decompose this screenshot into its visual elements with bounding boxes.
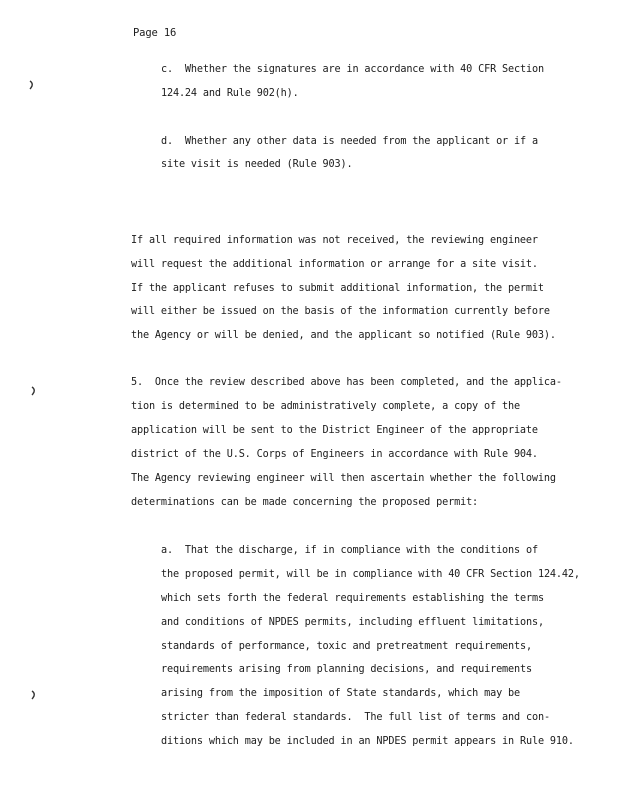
item-c-line-2: 124.24 and Rule 902(h).: [161, 88, 299, 99]
binder-hole-mark-top: [29, 80, 34, 90]
item-a-line-8: stricter than federal standards. The full list of terms and con-: [161, 712, 550, 723]
paragraph-line-1: If all required information was not received, the reviewing engineer: [131, 235, 538, 246]
binder-hole-mark-middle: [31, 386, 36, 396]
item-5-line-1: 5. Once the review described above has been completed, and the applica-: [131, 377, 562, 388]
paragraph-line-2: will request the additional information or arrange for a site visit.: [131, 259, 538, 270]
item-c-line-1: c. Whether the signatures are in accordance with 40 CFR Section: [161, 64, 544, 75]
paragraph-line-4: will either be issued on the basis of the information currently before: [131, 306, 550, 317]
item-5-line-6: determinations can be made concerning the proposed permit:: [131, 497, 479, 508]
item-a-line-7: arising from the imposition of State standards, which may be: [161, 688, 521, 699]
item-a-line-3: which sets forth the federal requirements establishing the terms: [161, 593, 544, 604]
item-5-line-4: district of the U.S. Corps of Engineers in accordance with Rule 904.: [131, 449, 538, 460]
item-d-line-2: site visit is needed (Rule 903).: [161, 159, 353, 170]
item-a-line-5: standards of performance, toxic and pretreatment requirements,: [161, 641, 532, 652]
paragraph-line-3: If the applicant refuses to submit additional information, the permit: [131, 283, 544, 294]
item-5-line-2: tion is determined to be administratively complete, a copy of the: [131, 401, 520, 412]
binder-hole-mark-bottom: [31, 690, 36, 700]
item-a-line-1: a. That the discharge, if in compliance with the conditions of: [161, 545, 538, 556]
item-d-line-1: d. Whether any other data is needed from the applicant or if a: [161, 136, 538, 147]
paragraph-line-5: the Agency or will be denied, and the applicant so notified (Rule 903).: [131, 330, 556, 341]
item-5-line-5: The Agency reviewing engineer will then ascertain whether the following: [131, 473, 556, 484]
item-a-line-2: the proposed permit, will be in compliance with 40 CFR Section 124.42,: [161, 569, 580, 580]
page-number: Page 16: [133, 27, 177, 39]
item-a-line-9: ditions which may be included in an NPDES permit appears in Rule 910.: [161, 736, 574, 747]
item-a-line-4: and conditions of NPDES permits, including effluent limitations,: [161, 617, 544, 628]
item-a-line-6: requirements arising from planning decisions, and requirements: [161, 664, 532, 675]
item-5-line-3: application will be sent to the District Engineer of the appropriate: [131, 425, 538, 436]
